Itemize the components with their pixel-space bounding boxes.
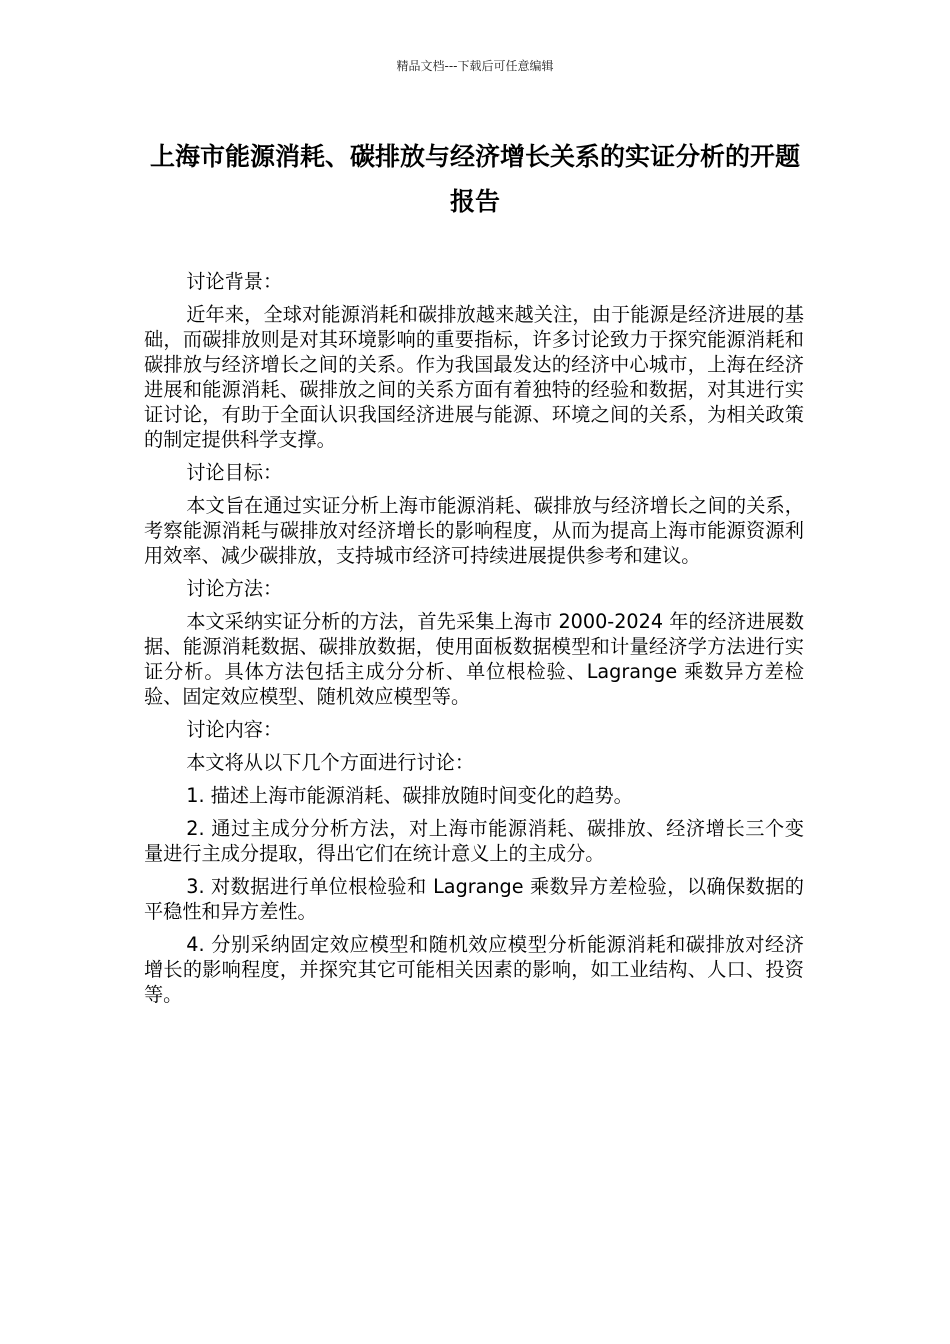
paragraph-content-intro: 本文将从以下几个方面进行讨论： bbox=[186, 751, 475, 774]
header-note: 精品文档---下载后可任意编辑 bbox=[396, 59, 554, 73]
paragraph-background: 近年来，全球对能源消耗和碳排放越来越关注，由于能源是经济进展的基础，而碳排放则是对其环境影响的重要指标，许多讨论致力于探究能源消耗和碳排放与经济增长之间的关系。作为我国最发达的经济中心城市，上海在经济进展和能源消耗、碳排放之间的关系方面有着独特的经验和数据，对其进行实证讨论，有助于全面认识我国经济进展与能源、环境之间的关系，为相关政策的制定提供科学支撑。 bbox=[144, 303, 804, 451]
document-title: 上海市能源消耗、碳排放与经济增长关系的实证分析的开题报告 bbox=[149, 142, 800, 216]
section-heading-method: 讨论方法： bbox=[186, 577, 283, 600]
section-heading-content: 讨论内容： bbox=[186, 718, 283, 741]
document-body bbox=[144, 269, 804, 1015]
list-item: 4. 分别采纳固定效应模型和随机效应模型分析能源消耗和碳排放对经济增长的影响程度，并探究其它可能相关因素的影响，如工业结构、人口、投资等。 bbox=[144, 933, 804, 1006]
section-heading-background: 讨论背景： bbox=[186, 270, 283, 293]
list-item: 2. 通过主成分分析方法，对上海市能源消耗、碳排放、经济增长三个变量进行主成分提取，得出它们在统计意义上的主成分。 bbox=[144, 817, 804, 865]
section-heading-objective: 讨论目标： bbox=[186, 461, 283, 484]
list-item: 3. 对数据进行单位根检验和 Lagrange 乘数异方差检验，以确保数据的平稳性和异方差性。 bbox=[144, 875, 804, 923]
paragraph-objective: 本文旨在通过实证分析上海市能源消耗、碳排放与经济增长之间的关系，考察能源消耗与碳排放对经济增长的影响程度，从而为提高上海市能源资源利用效率、减少碳排放，支持城市经济可持续进展提供参考和建议。 bbox=[144, 494, 804, 567]
paragraph-method: 本文采纳实证分析的方法，首先采集上海市 2000-2024 年的经济进展数据、能源消耗数据、碳排放数据，使用面板数据模型和计量经济学方法进行实证分析。具体方法包括主成分分析、单位根检验、Lagrange 乘数异方差检验、固定效应模型、随机效应模型等。 bbox=[144, 610, 804, 708]
list-item: 1. 描述上海市能源消耗、碳排放随时间变化的趋势。 bbox=[186, 784, 633, 807]
